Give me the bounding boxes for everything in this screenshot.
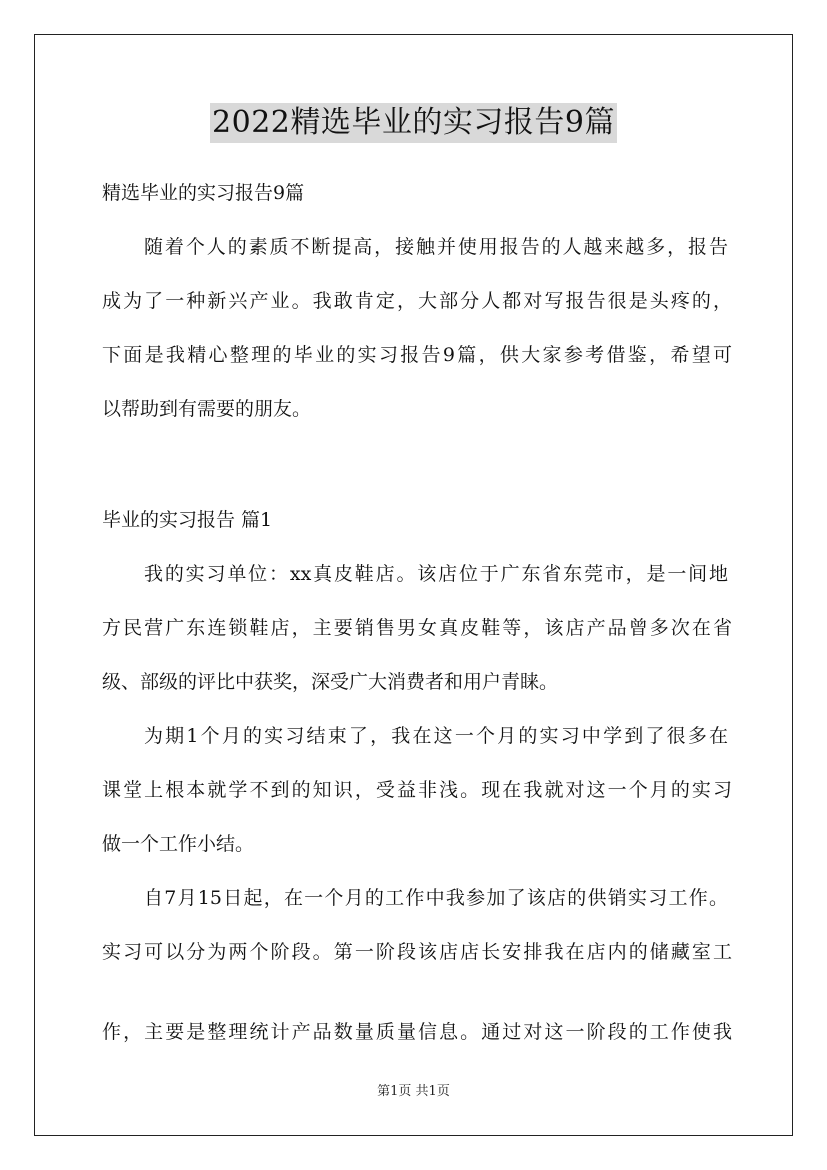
intro-line-2: 成为了一种新兴产业。我敢肯定，大部分人都对写报告很是头疼的， xyxy=(102,290,732,312)
para1-line-2: 方民营广东连锁鞋店，主要销售男女真皮鞋等，该店产品曾多次在省 xyxy=(102,617,732,639)
intro-line-1: 随着个人的素质不断提高，接触并使用报告的人越来越多，报告 xyxy=(144,236,728,258)
para2-line-3: 做一个工作小结。 xyxy=(102,833,255,855)
page-footer: 第1页 共1页 xyxy=(377,1084,450,1099)
para2-line-2: 课堂上根本就学不到的知识，受益非浅。现在我就对这一个月的实习 xyxy=(102,779,732,801)
para3-line-2: 实习可以分为两个阶段。第一阶段该店店长安排我在店内的储藏室工 xyxy=(102,941,732,963)
document-subtitle: 精选毕业的实习报告9篇 xyxy=(102,182,305,204)
section-heading: 毕业的实习报告 篇1 xyxy=(102,509,273,531)
para1-line-1: 我的实习单位：xx真皮鞋店。该店位于广东省东莞市，是一间地 xyxy=(144,563,728,585)
para3-line-3: 作，主要是整理统计产品数量质量信息。通过对这一阶段的工作使我 xyxy=(102,1021,732,1043)
para2-line-1: 为期1个月的实习结束了，我在这一个月的实习中学到了很多在 xyxy=(144,725,728,747)
para1-line-3: 级、部级的评比中获奖，深受广大消费者和用户青睐。 xyxy=(102,671,559,693)
intro-line-3: 下面是我精心整理的毕业的实习报告9篇，供大家参考借鉴，希望可 xyxy=(102,344,732,366)
intro-line-4: 以帮助到有需要的朋友。 xyxy=(102,398,312,420)
para3-line-1: 自7月15日起，在一个月的工作中我参加了该店的供销实习工作。 xyxy=(144,887,728,909)
document-title: 2022精选毕业的实习报告9篇 xyxy=(210,103,617,143)
